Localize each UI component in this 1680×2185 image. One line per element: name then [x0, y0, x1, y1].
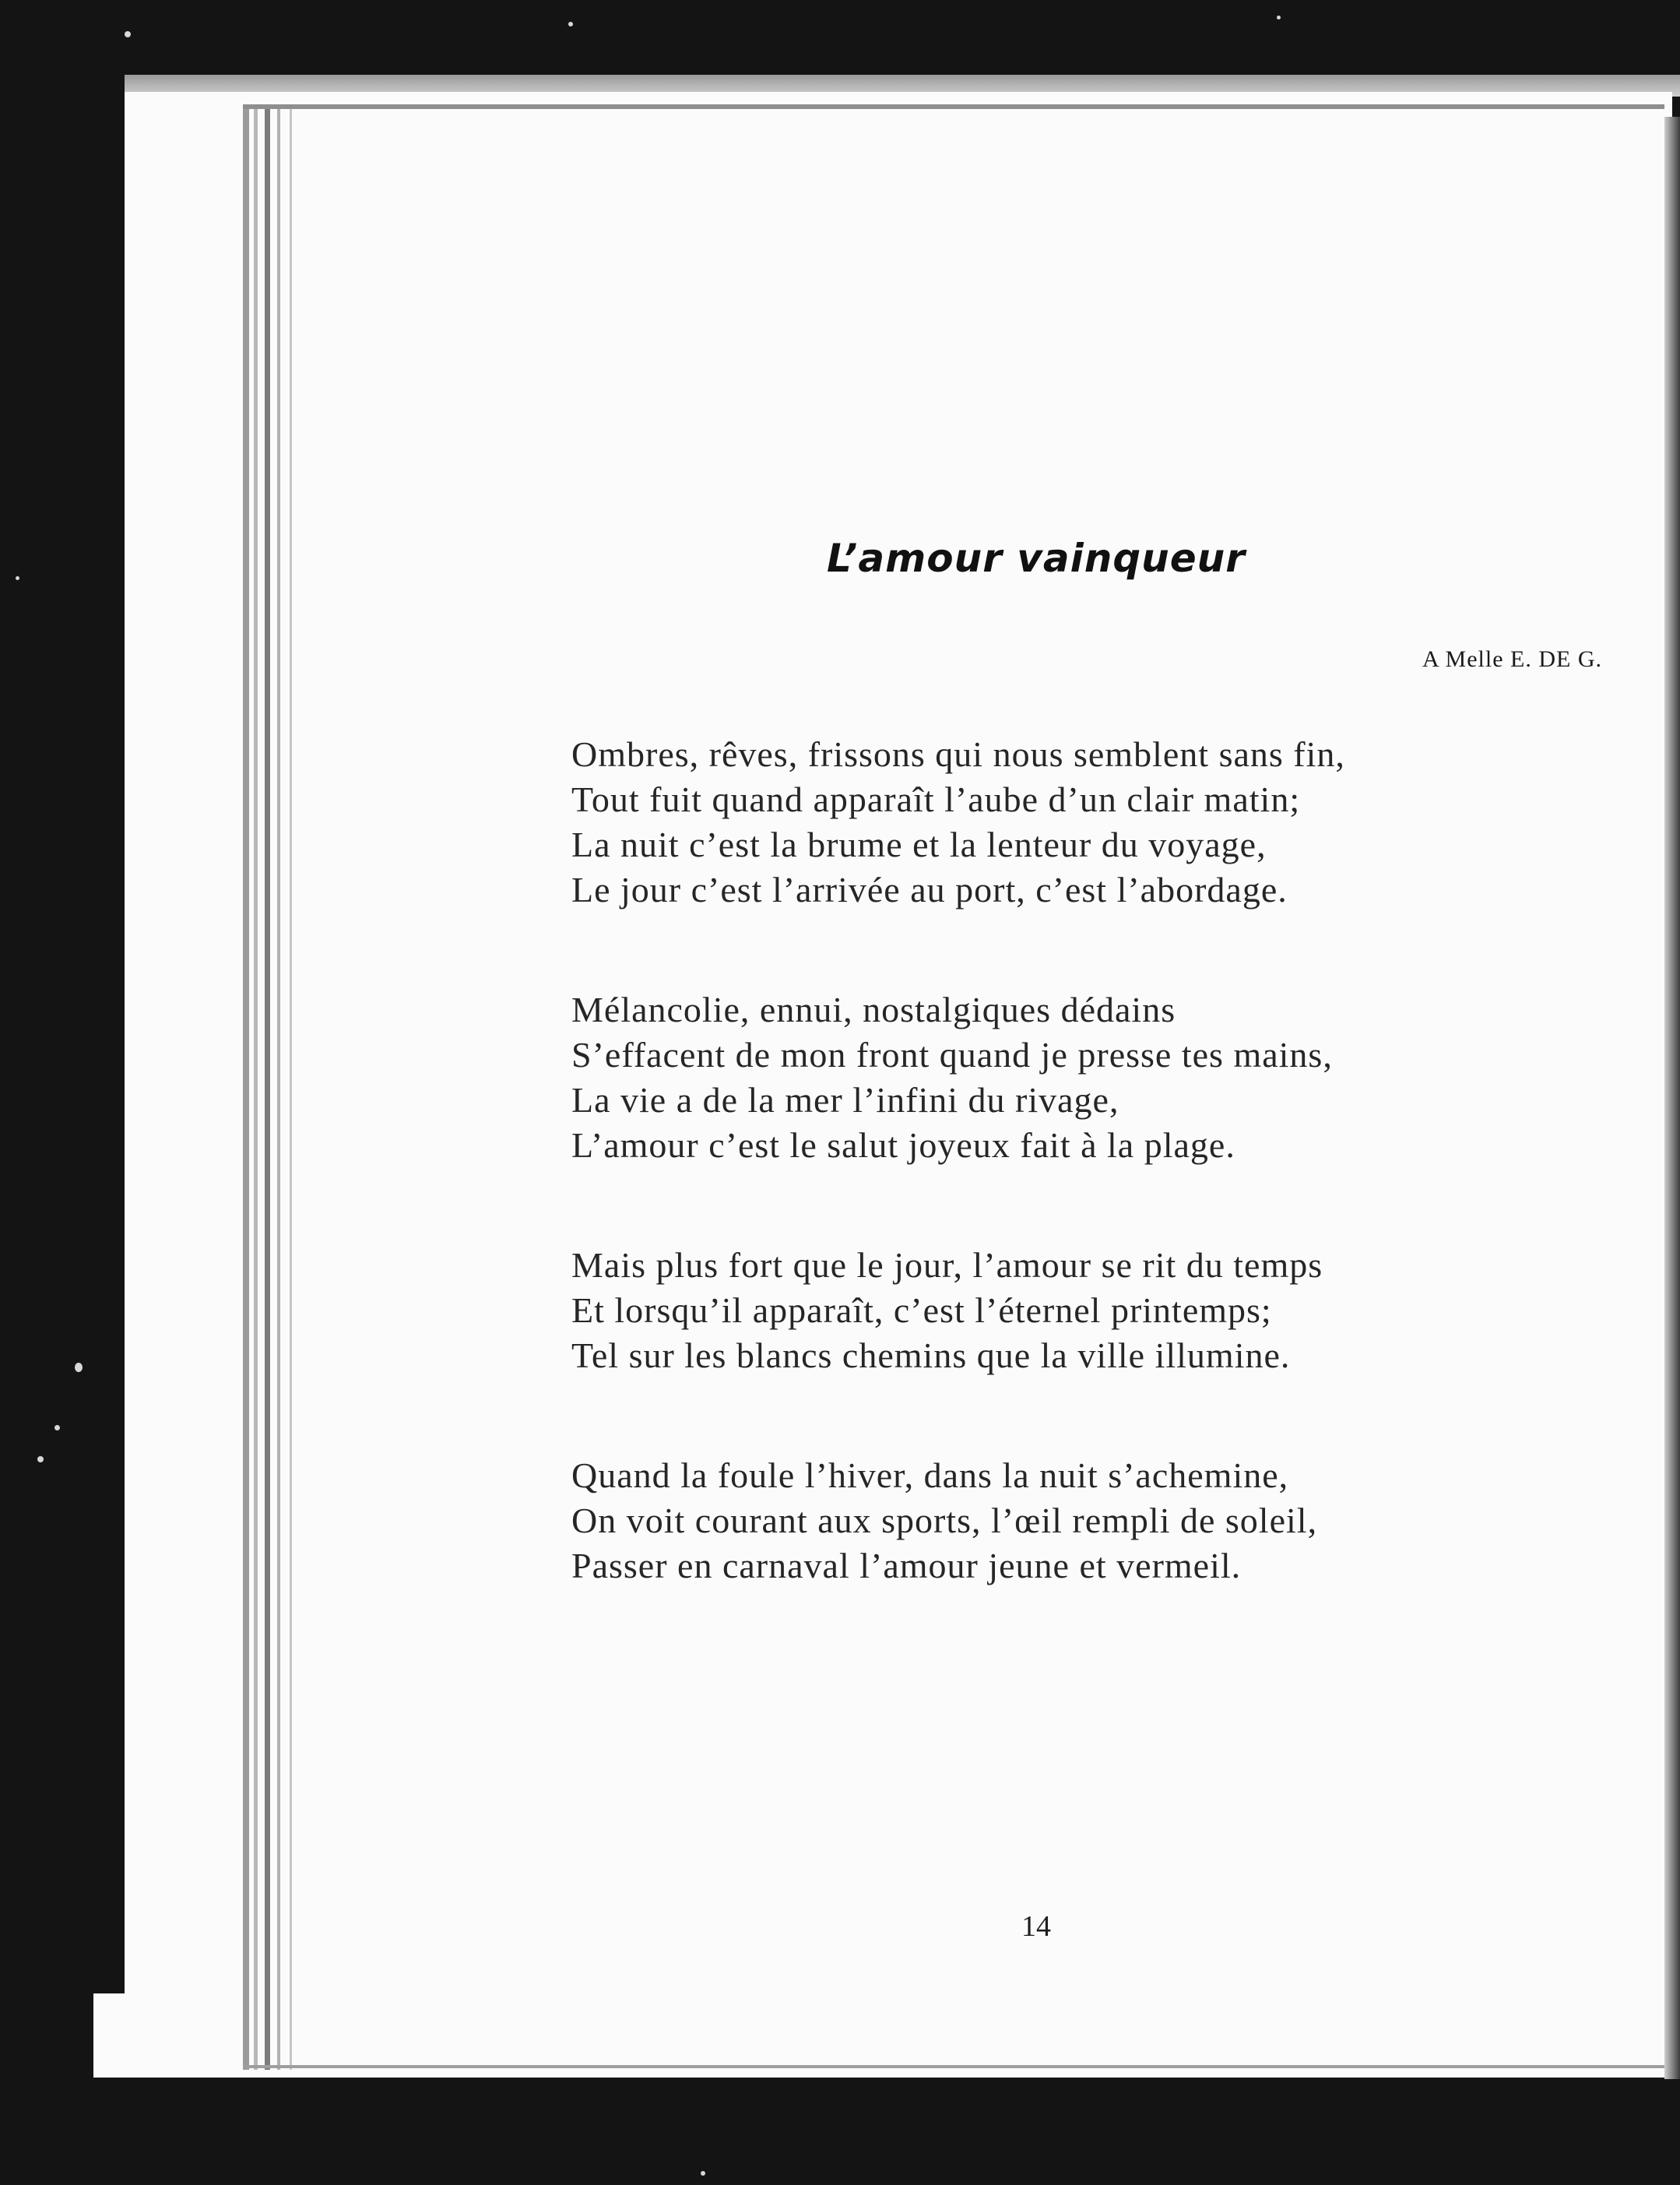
poem-line: Le jour c’est l’arrivée au port, c’est l’abordage.: [571, 870, 1288, 910]
poem-line: Mélancolie, ennui, nostalgiques dédains: [571, 990, 1176, 1029]
binding-line: [254, 107, 258, 2070]
poem-line: S’effacent de mon front quand je presse tes mains,: [571, 1035, 1333, 1075]
poem-line: L’amour c’est le salut joyeux fait à la plage.: [571, 1125, 1235, 1165]
page-right-edge: [1664, 117, 1680, 2079]
poem-line: On voit courant aux sports, l’œil rempli de soleil,: [571, 1501, 1318, 1540]
inner-frame-top: [243, 104, 1664, 109]
poem-line: Et lorsqu’il apparaît, c’est l’éternel printemps;: [571, 1290, 1272, 1330]
background-speck: [568, 22, 573, 26]
background-speck: [1277, 16, 1281, 19]
background-speck: [125, 31, 131, 37]
poem-line: Tel sur les blancs chemins que la ville illumine.: [571, 1335, 1291, 1375]
background-speck: [75, 1363, 83, 1372]
binding-line: [290, 107, 292, 2070]
poem-line: Passer en carnaval l’amour jeune et vermeil.: [571, 1546, 1242, 1585]
poem-title: L’amour vainqueur: [827, 536, 1246, 581]
stanza-4: [571, 1453, 1583, 1589]
binding-line: [277, 107, 280, 2070]
poem-body: [571, 732, 1583, 1663]
background-speck: [37, 1456, 44, 1462]
background-speck: [54, 1425, 60, 1430]
background-speck: [701, 2171, 705, 2176]
poem-line: Tout fuit quand apparaît l’aube d’un clair matin;: [571, 779, 1301, 819]
binding-line: [243, 107, 249, 2070]
stanza-2: [571, 987, 1583, 1168]
poem-line: Quand la foule l’hiver, dans la nuit s’achemine,: [571, 1455, 1289, 1495]
stanza-1: [571, 732, 1583, 913]
inner-frame-bottom: [243, 2065, 1664, 2068]
poem-line: La nuit c’est la brume et la lenteur du voyage,: [571, 825, 1267, 864]
stanza-3: [571, 1243, 1583, 1378]
background-speck: [16, 576, 19, 580]
dedication: A Melle E. DE G.: [1422, 646, 1602, 672]
page-number: 14: [1021, 1910, 1051, 1943]
binding-line: [265, 107, 270, 2070]
poem-line: La vie a de la mer l’infini du rivage,: [571, 1080, 1119, 1120]
poem-line: Mais plus fort que le jour, l’amour se rit du temps: [571, 1245, 1323, 1285]
poem-line: Ombres, rêves, frissons qui nous semblent sans fin,: [571, 734, 1345, 774]
